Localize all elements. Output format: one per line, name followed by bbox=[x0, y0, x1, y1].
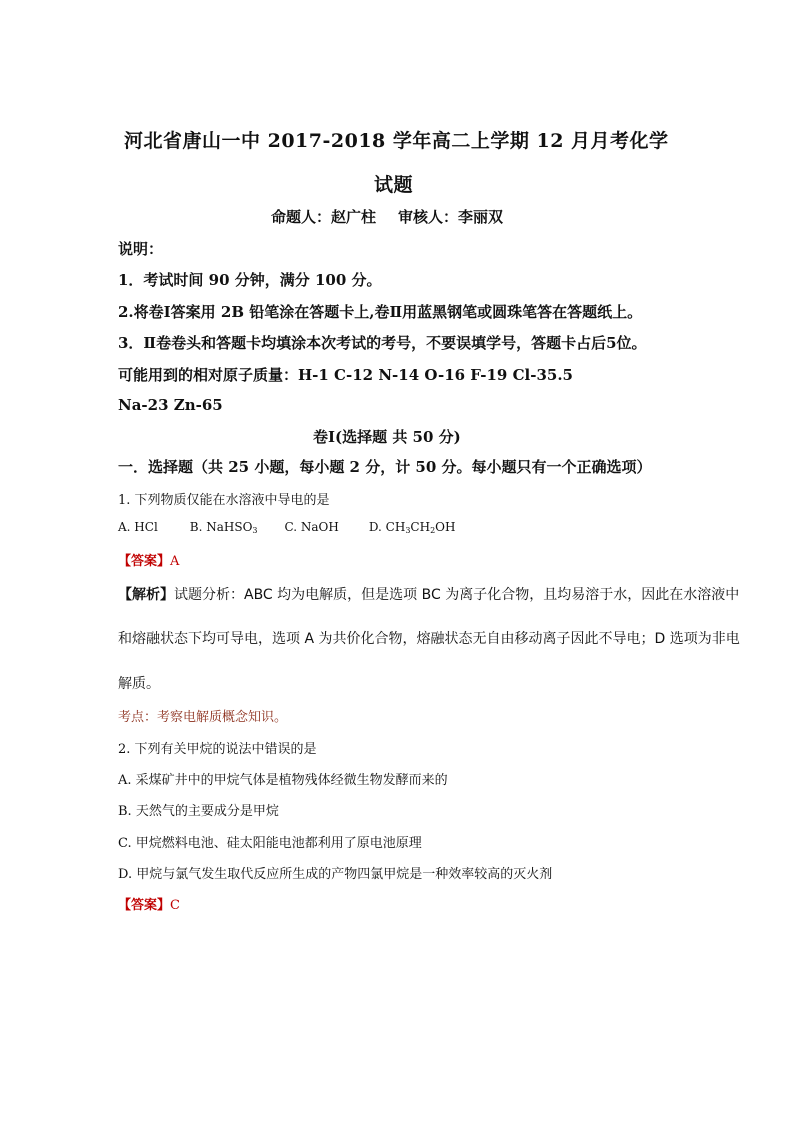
atomic-masses-line-2: Na-23 Zn-65 bbox=[118, 396, 223, 414]
note-item-1: 1．考试时间 90 分钟，满分 100 分。 bbox=[118, 271, 382, 289]
question-1-analysis-line-3: 解质。 bbox=[118, 676, 160, 692]
question-2-answer bbox=[118, 894, 180, 913]
question-2-stem: 2. 下列有关甲烷的说法中错误的是 bbox=[118, 742, 317, 757]
section-heading: 卷Ⅰ(选择题 共 50 分) bbox=[313, 428, 461, 446]
q2-option-c: C. 甲烷燃料电池、硅太阳能电池都利用了原电池原理 bbox=[118, 836, 422, 851]
answer-value: C bbox=[170, 898, 180, 913]
question-1-point: 考点：考察电解质概念知识。 bbox=[118, 710, 288, 725]
q1-option-c: C. NaOH bbox=[284, 520, 339, 534]
note-item-3: 3．Ⅱ卷卷头和答题卡均填涂本次考试的考号，不要误填学号，答题卡占后5位。 bbox=[118, 334, 647, 352]
page-title-line-2: 试题 bbox=[374, 174, 414, 196]
atomic-masses-line-1: 可能用到的相对原子质量：H-1 C-12 N-14 O-16 F-19 Cl-35.5 bbox=[118, 366, 573, 384]
answer-label: 【答案】 bbox=[118, 898, 171, 913]
question-1-analysis-line-2: 和熔融状态下均可导电，选项 A 为共价化合物，熔融状态无自由移动离子因此不导电；D 选项为非电 bbox=[118, 631, 740, 647]
question-1-answer bbox=[118, 550, 179, 569]
answer-value: A bbox=[170, 554, 180, 569]
question-1-options bbox=[118, 520, 455, 535]
authors-line bbox=[271, 206, 503, 227]
q2-option-b: B. 天然气的主要成分是甲烷 bbox=[118, 804, 279, 819]
section-instruction: 一．选择题（共 25 小题，每小题 2 分，计 50 分。每小题只有一个正确选项） bbox=[118, 458, 652, 476]
analysis-label: 【解析】 bbox=[118, 587, 174, 603]
page-title-line-1: 河北省唐山一中 2017-2018 学年高二上学期 12 月月考化学 bbox=[124, 130, 669, 152]
q1-option-b: B. NaHSO$_3$ bbox=[189, 520, 258, 535]
question-1-analysis-line-1: 【解析】试题分析：ABC 均为电解质，但是选项 BC 为离子化合物，且均易溶于水，因此在水溶液中 bbox=[118, 587, 740, 603]
question-setter: 命题人：赵广柱 bbox=[271, 208, 377, 226]
q2-option-a: A. 采煤矿井中的甲烷气体是植物残体经微生物发酵而来的 bbox=[118, 773, 448, 788]
q1-option-a: A. HCl bbox=[118, 520, 158, 534]
q2-option-d: D. 甲烷与氯气发生取代反应所生成的产物四氯甲烷是一种效率较高的灭火剂 bbox=[118, 867, 553, 882]
reviewer: 审核人：李丽双 bbox=[398, 208, 504, 226]
notes-heading: 说明： bbox=[118, 240, 164, 258]
note-item-2: 2.将卷Ⅰ答案用 2B 铅笔涂在答题卡上,卷Ⅱ用蓝黑钢笔或圆珠笔答在答题纸上。 bbox=[118, 303, 643, 321]
answer-label: 【答案】 bbox=[118, 554, 171, 569]
q1-option-d: D. $CH_3CH_2OH$ bbox=[368, 520, 456, 535]
question-1-stem: 1. 下列物质仅能在水溶液中导电的是 bbox=[118, 493, 330, 508]
